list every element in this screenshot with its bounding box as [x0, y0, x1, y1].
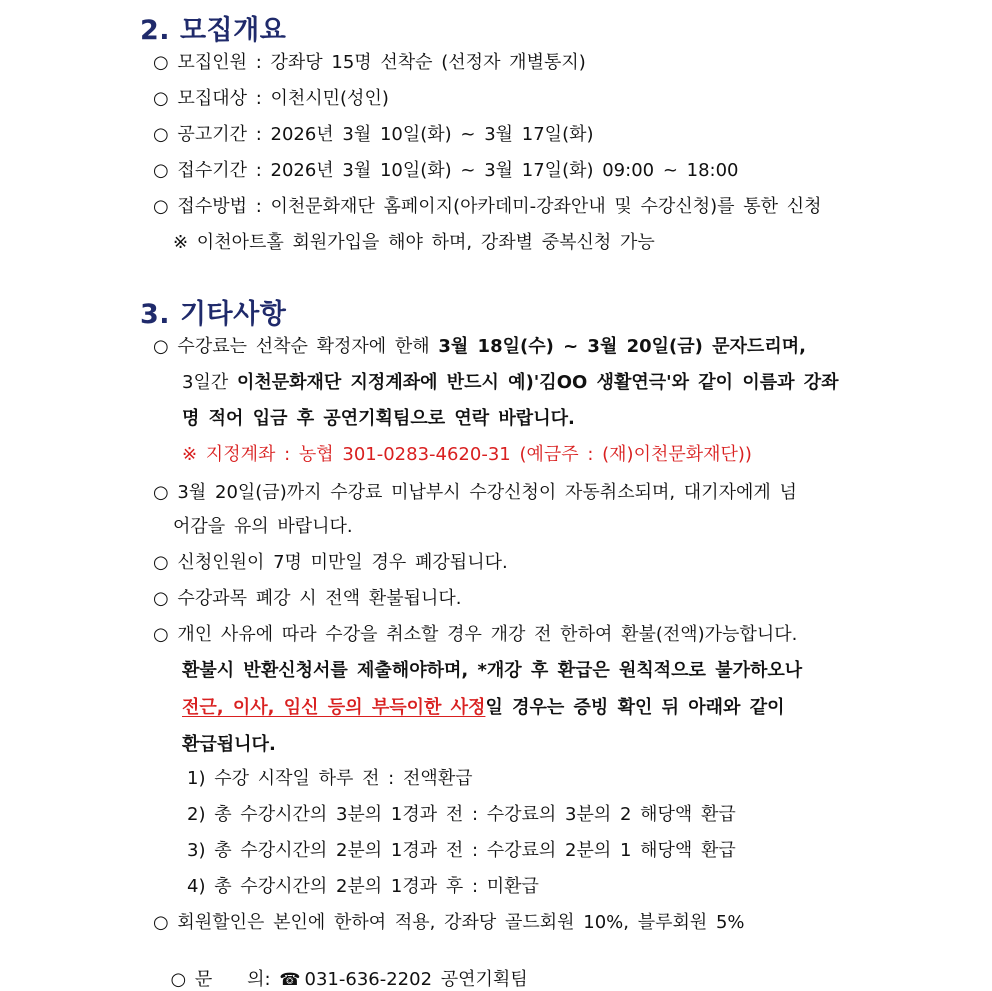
fee-text: 3일간: [182, 372, 237, 393]
phone-icon: ☎: [279, 970, 301, 990]
list-item: ○ 3월 20일(금)까지 수강료 미납부시 수강신청이 자동취소되며, 대기자에게 넘: [153, 482, 797, 503]
list-item: ○ 모집대상 : 이천시민(성인): [153, 88, 389, 109]
contact-label: ○ 문 의:: [170, 969, 271, 990]
note: ※ 이천아트홀 회원가입을 해야 하며, 강좌별 중복신청 가능: [173, 232, 655, 253]
list-item: ○ 모집인원 : 강좌당 15명 선착순 (선정자 개별통지): [153, 52, 586, 73]
refund-rule: 3) 총 수강시간의 2분의 1경과 전 : 수강료의 2분의 1 해당액 환급: [187, 840, 736, 861]
list-item: ○ 회원할인은 본인에 한하여 적용, 강좌당 골드회원 10%, 블루회원 5%: [153, 912, 745, 933]
list-item: ○ 접수방법 : 이천문화재단 홈페이지(아카데미-강좌안내 및 수강신청)를 통한 신청: [153, 196, 822, 217]
refund-rule: 1) 수강 시작일 하루 전 : 전액환급: [187, 768, 473, 789]
contact-phone: 031-636-2202 공연기획팀: [304, 969, 528, 990]
section-3-heading: 3. 기타사항: [140, 299, 287, 330]
refund-text: 환급됩니다.: [182, 734, 276, 755]
list-item: ○ 개인 사유에 따라 수강을 취소할 경우 개강 전 한하여 환불(전액)가능합니다.: [153, 624, 798, 645]
list-item: ○ 신청인원이 7명 미만일 경우 폐강됩니다.: [153, 552, 508, 573]
list-item-cont: [182, 372, 839, 394]
contact-line: [153, 947, 528, 991]
refund-text: [182, 697, 784, 719]
refund-rule: 4) 총 수강시간의 2분의 1경과 후 : 미환급: [187, 876, 539, 897]
refund-rule: 2) 총 수강시간의 3분의 1경과 전 : 수강료의 3분의 2 해당액 환급: [187, 804, 736, 825]
list-item: ○ 공고기간 : 2026년 3월 10일(화) ~ 3월 17일(화): [153, 124, 594, 145]
list-item: ○ 접수기간 : 2026년 3월 10일(화) ~ 3월 17일(화) 09:00 ~ 18:00: [153, 160, 739, 181]
list-item-cont: 어감을 유의 바랍니다.: [173, 516, 353, 537]
list-item: [153, 336, 806, 358]
fee-instructions-cont: 명 적어 입금 후 공연기획팀으로 연락 바랍니다.: [182, 408, 575, 429]
section-2-heading: 2. 모집개요: [140, 15, 287, 46]
list-item: ○ 수강과목 폐강 시 전액 환불됩니다.: [153, 588, 462, 609]
refund-text-rest: 일 경우는 증빙 확인 뒤 아래와 같이: [485, 697, 785, 718]
fee-dates: 3월 18일(수) ~ 3월 20일(금) 문자드리며,: [438, 336, 806, 357]
account-note: ※ 지정계좌 : 농협 301-0283-4620-31 (예금주 : (재)이천문화재단)): [182, 444, 752, 465]
refund-text: 환불시 반환신청서를 제출해야하며, *개강 후 환급은 원칙적으로 불가하오나: [182, 660, 803, 681]
refund-exceptions: 전근, 이사, 임신 등의 부득이한 사정: [182, 697, 486, 718]
fee-instructions: 이천문화재단 지정계좌에 반드시 예)'김OO 생활연극'와 같이 이름과 강좌: [236, 372, 839, 393]
fee-text: ○ 수강료는 선착순 확정자에 한해: [153, 336, 439, 357]
